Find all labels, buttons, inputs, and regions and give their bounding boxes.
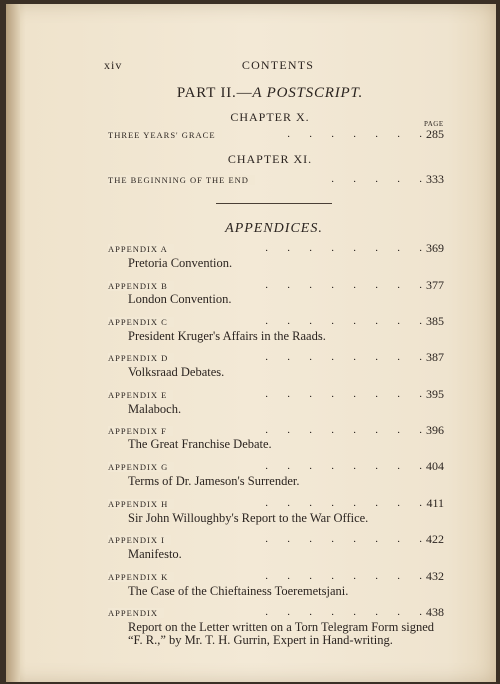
dot-leader: . . . . . . . .: [265, 606, 422, 618]
appendix-label: APPENDIX D: [108, 353, 174, 363]
appendix-title: Sir John Willoughby's Report to the War Office.: [128, 511, 369, 525]
dot-leader: . . . . . . .: [287, 128, 422, 140]
dot-leader: . . . . . . . .: [265, 388, 422, 400]
appendix-label: APPENDIX B: [108, 281, 174, 291]
appendix-label: APPENDIX: [108, 608, 164, 618]
part-heading: [0, 85, 500, 102]
appendix-title: Volksraad Debates.: [128, 365, 225, 379]
appendix-page: 369: [426, 241, 444, 255]
chapter-title: THREE YEARS' GRACE: [108, 130, 222, 140]
appendix-title: Malaboch.: [128, 402, 182, 416]
appendix-label: APPENDIX I: [108, 535, 171, 545]
appendix-title: Terms of Dr. Jameson's Surrender.: [128, 474, 300, 488]
appendix-title: Manifesto.: [128, 547, 182, 561]
dot-leader: . . . . . . . .: [265, 242, 422, 254]
appendix-title: Report on the Letter written on a Torn Telegram Form signed “F. R.,” by Mr. T. H. Gurrin, Expert in Hand-writing.: [128, 620, 435, 647]
appendix-page: 377: [426, 278, 444, 292]
appendices-heading: APPENDICES.: [225, 221, 323, 236]
toc-entry-chapter-x[interactable]: [108, 128, 444, 144]
appendix-page: 432: [426, 569, 444, 583]
section-divider: [216, 203, 332, 204]
dot-leader: . . . . . . . .: [265, 315, 422, 327]
dot-leader: . . . . . . . .: [265, 351, 422, 363]
appendix-label: APPENDIX A: [108, 244, 174, 254]
appendix-page: 385: [426, 314, 444, 328]
appendix-label: APPENDIX H: [108, 499, 174, 509]
chapter-heading-xi: CHAPTER XI.: [227, 152, 313, 166]
appendix-title: The Great Franchise Debate.: [128, 437, 272, 451]
part-title: A POSTSCRIPT.: [252, 85, 364, 101]
dot-leader: . . . . . . . .: [265, 570, 422, 582]
appendix-page: 404: [426, 459, 444, 473]
appendix-title: The Case of the Chieftainess Toeremetsjani.: [128, 584, 349, 598]
appendix-title: London Convention.: [128, 292, 232, 306]
page-number: xiv: [104, 58, 123, 72]
appendix-title: President Kruger's Affairs in the Raads.: [128, 329, 326, 343]
appendix-page: 438: [426, 605, 444, 619]
appendix-label: APPENDIX F: [108, 426, 173, 436]
appendix-page: 387: [426, 350, 444, 364]
appendix-label: APPENDIX C: [108, 317, 174, 327]
chapter-heading-x: CHAPTER X.: [230, 110, 310, 124]
chapter-page: 333: [426, 172, 444, 186]
appendix-page: 396: [426, 423, 444, 437]
appendix-page: 395: [426, 387, 444, 401]
dot-leader: . . . . .: [331, 173, 422, 185]
dot-leader: . . . . . . . .: [265, 279, 422, 291]
dot-leader: . . . . . . . .: [265, 533, 422, 545]
page-spine-shadow: [6, 4, 20, 682]
appendix-label: APPENDIX G: [108, 462, 174, 472]
page-column-label: PAGE: [424, 120, 444, 128]
dot-leader: . . . . . . . .: [265, 424, 422, 436]
appendix-title: Pretoria Convention.: [128, 256, 233, 270]
appendix-page: 411: [426, 496, 444, 510]
dot-leader: . . . . . . . .: [265, 460, 422, 472]
appendix-label: APPENDIX E: [108, 390, 173, 400]
chapter-page: 285: [426, 127, 444, 141]
appendix-page: 422: [426, 532, 444, 546]
chapter-title: THE BEGINNING OF THE END: [108, 175, 255, 185]
part-prefix: PART II.—: [176, 85, 253, 101]
appendix-label: APPENDIX K: [108, 572, 174, 582]
dot-leader: . . . . . . . .: [265, 497, 422, 509]
toc-entry-chapter-xi[interactable]: [108, 173, 444, 189]
running-title: CONTENTS: [241, 58, 315, 72]
